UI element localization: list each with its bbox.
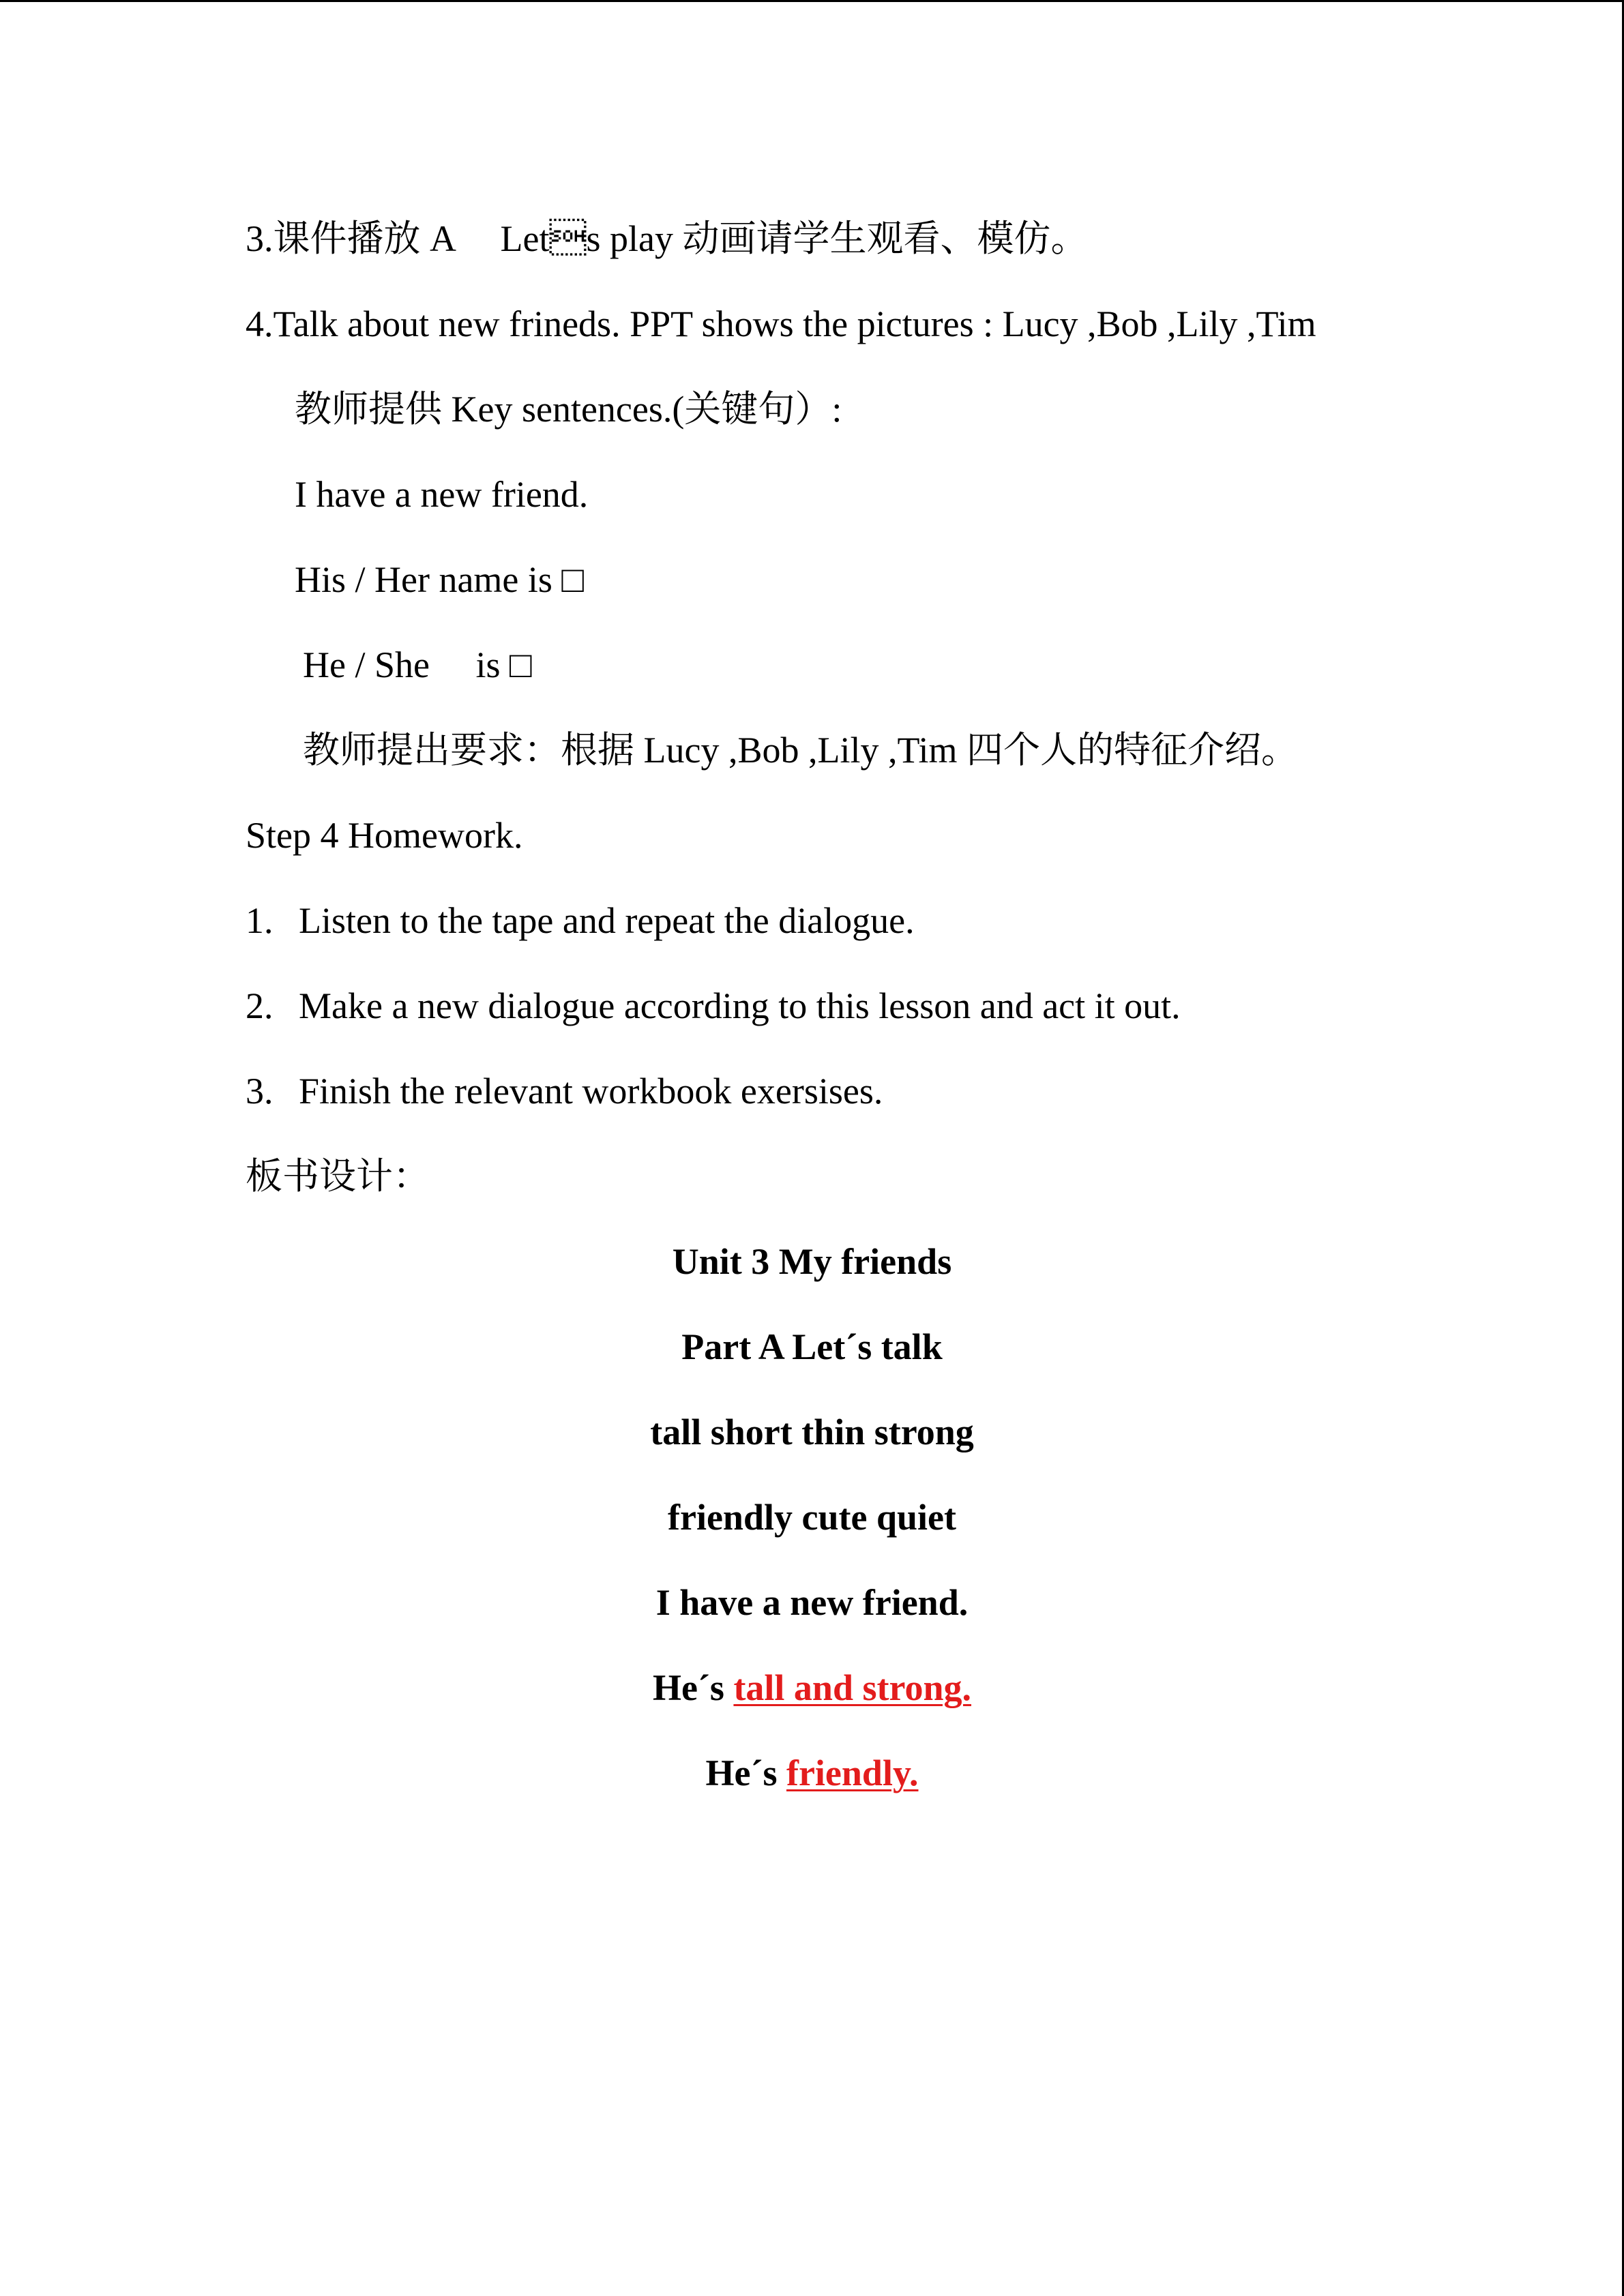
board-design-heading: 板书设计： [246,1156,430,1197]
homework-item-2-number: 2. [246,985,274,1026]
key-sentences-intro: 教师提供 Key sentences.(关键句）: [295,389,842,430]
page-top-border [0,0,1624,2]
homework-item-1-number: 1. [246,900,274,941]
board-words-1: tall short thin strong [650,1412,974,1452]
board-sentence-2 [0,1664,1624,1712]
board-sentence-3-highlight: friendly. [786,1753,919,1793]
board-part: Part A Let´s talk [681,1326,943,1367]
homework-item-3-text: Finish the relevant workbook exersises. [299,1071,883,1112]
teacher-requirement: 教师提出要求：根据 Lucy ,Bob ,Lily ,Tim 四个人的特征介绍。 [303,730,1299,771]
key-sentence-1: I have a new friend. [295,474,589,515]
homework-item-3-number: 3. [246,1071,274,1112]
homework-item-3 [246,1067,883,1115]
board-sentence-3-prefix: He´s [705,1753,786,1793]
board-sentence-2-highlight: tall and strong. [733,1667,972,1708]
homework-item-2-text: Make a new dialogue according to this lesson and act it out. [299,985,1181,1026]
board-sentence-3 [0,1749,1624,1797]
key-sentence-3: He / She is □ [303,644,532,685]
homework-heading: Step 4 Homework. [246,815,523,856]
homework-item-2 [246,982,1181,1030]
key-sentence-2: His / Her name is □ [295,559,585,600]
board-sentence-1: I have a new friend. [655,1582,969,1623]
board-sentence-2-prefix: He´s [652,1667,734,1708]
homework-item-1-text: Listen to the tape and repeat the dialogue. [299,900,915,941]
board-title: Unit 3 My friends [672,1241,952,1282]
step-line-4: 4.Talk about new frineds. PPT shows the pictures : Lucy ,Bob ,Lily ,Tim [246,303,1316,344]
step-line-3: 3.课件播放 A Lets play 动画请学生观看、模仿。 [246,218,1088,259]
board-words-2: friendly cute quiet [668,1497,956,1538]
homework-item-1 [246,897,915,944]
